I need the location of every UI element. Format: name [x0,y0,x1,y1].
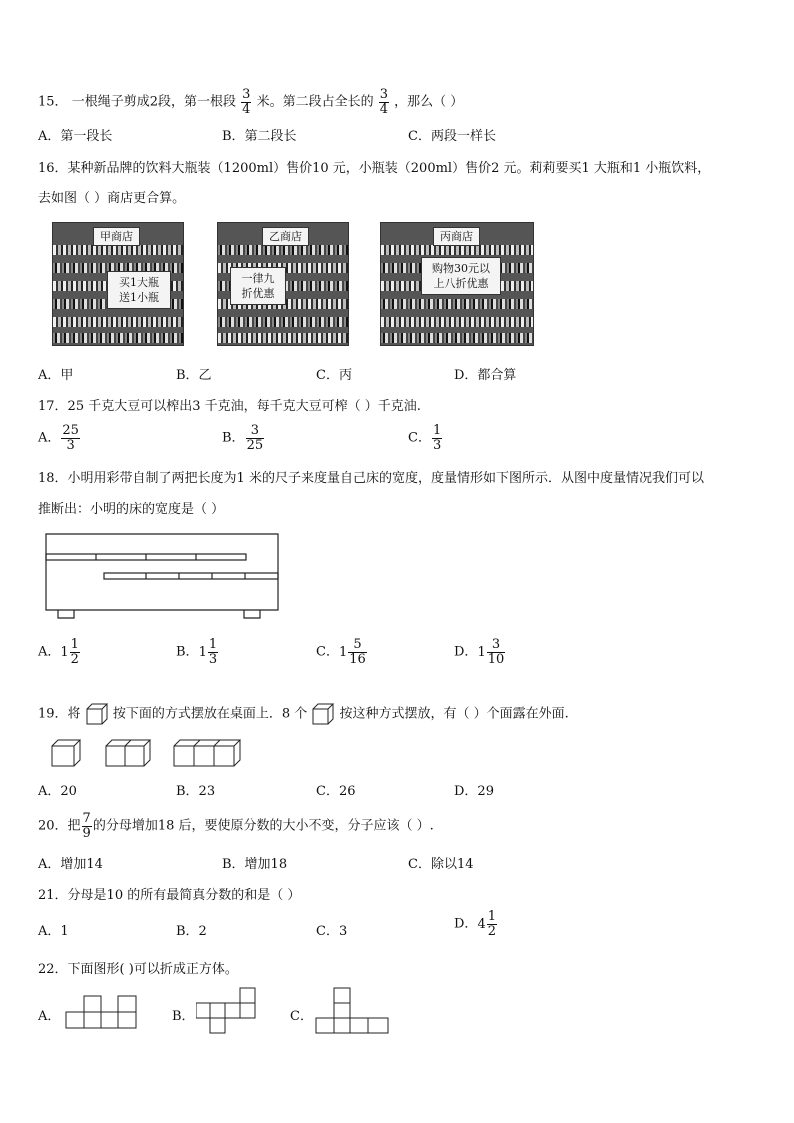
q20-number: 20．把 [38,818,81,834]
q20-text: 的分母增加18 后，要使原分数的大小不变，分子应该（ ）. [92,818,434,834]
q21-text: 21．分母是10 的所有最简真分数的和是（ ） [38,888,301,903]
q18-line1: 18．小明用彩带自制了两把长度为1 米的尺子来度量自己床的宽度，度量情形如下图所示．从图中度量情况我们可以 [38,471,704,486]
q15-option-a[interactable]: A．第一段长 [38,129,113,144]
q17-option-a-label: A． [38,430,61,446]
q22-net-a[interactable] [64,994,140,1030]
q19-text-b: 按这种方式摆放，有（ ）个面露在外面. [339,706,569,722]
q22-option-b-label[interactable]: B． [172,1009,195,1024]
question-19 [38,702,569,726]
q16-option-c[interactable]: C．丙 [316,368,352,383]
q16-option-d[interactable]: D．都合算 [454,368,517,383]
q16-option-a[interactable]: A．甲 [38,368,74,383]
q19-text-a: 按下面的方式摆放在桌面上．8 个 [112,706,308,722]
q20-fraction: $\frac{7}{9}$ [82,811,91,841]
q22-text: 22．下面图形( )可以折成正方体。 [38,962,238,977]
shop-bing-name: 丙商店 [433,227,480,246]
cube-stacks-figure [50,738,250,768]
q18-option-d-whole: 1 [477,644,486,660]
q17-option-c-label: C． [408,430,431,446]
q19-option-c[interactable]: C．26 [316,784,356,799]
q18-option-b-label: B． [176,644,199,660]
shop-yi-name: 乙商店 [262,227,309,246]
q19-option-d[interactable]: D．29 [454,784,494,799]
q16-line1: 16．某种新品牌的饮料大瓶装（1200ml）售价10 元，小瓶装（200ml）售价2 元。莉莉要买1 大瓶和1 小瓶饮料， [38,161,711,176]
q18-option-c-label: C． [316,644,339,660]
q18-option-d-label: D． [454,644,478,660]
q17-option-c[interactable] [408,424,443,452]
q15-text-e: ，那么（ ） [394,94,464,110]
shop-bing-sign: 购物30元以 上八折优惠 [421,257,501,295]
q18-option-d-fraction: $\frac{3}{10}$ [487,637,505,667]
q15-text: 一根绳子剪成 [71,94,150,110]
q15-option-b[interactable]: B．第二段长 [222,129,297,144]
q22-net-c[interactable] [314,986,390,1036]
q21-option-a[interactable]: A．1 [38,924,69,939]
q17-option-b-label: B． [222,430,245,446]
q18-option-c[interactable] [316,638,368,666]
q18-option-a-fraction: $\frac{1}{2}$ [70,637,79,667]
q22-option-a-label[interactable]: A． [38,1009,61,1024]
q21-option-d-label: D． [454,916,478,932]
shop-yi-photo [217,222,349,346]
q15-fraction-2: $\frac{3}{4}$ [379,87,388,117]
q16-line2: 去如图（ ）商店更合算。 [38,191,186,206]
q21-option-c[interactable]: C．3 [316,924,348,939]
q15-text-c: 段，第一根段 [157,94,236,110]
q18-option-a-whole: 1 [60,644,69,660]
q17-option-a-fraction: $\frac{25}{3}$ [62,423,79,453]
q22-option-c-label[interactable]: C． [290,1009,313,1024]
shop-jia-name: 甲商店 [93,227,140,246]
q21-option-d-whole: 4 [477,916,486,932]
q16-option-b[interactable]: B．乙 [176,368,212,383]
q18-line2: 推断出：小明的床的宽度是（ ） [38,502,225,517]
shop-jia-sign: 买1大瓶 送1小瓶 [107,271,171,309]
q21-option-d[interactable] [454,910,498,938]
q20-option-b[interactable]: B．增加18 [222,857,288,872]
q17-option-b-fraction: $\frac{3}{25}$ [246,423,264,453]
q18-option-a[interactable] [38,638,81,666]
q18-option-c-whole: 1 [338,644,348,660]
q21-option-d-fraction: $\frac{1}{2}$ [487,909,496,939]
q15-option-c[interactable]: C．两段一样长 [408,129,496,144]
q19-number: 19．将 [38,706,81,722]
q17-option-c-fraction: $\frac{1}{3}$ [432,423,442,453]
q21-option-b[interactable]: B．2 [176,924,207,939]
q17-option-a[interactable] [38,424,81,452]
shop-yi-sign: 一律九 折优惠 [230,267,286,305]
q18-option-b-fraction: $\frac{1}{3}$ [208,637,218,667]
q17-text: 17．25 千克大豆可以榨出3 千克油，每千克大豆可榨（ ）千克油. [38,399,421,414]
question-20 [38,812,434,840]
q20-option-c[interactable]: C．除以14 [408,857,474,872]
q22-net-b[interactable] [196,986,258,1036]
cube-icon [85,702,109,726]
shop-bing-photo [380,222,534,346]
q19-option-a[interactable]: A．20 [38,784,77,799]
cube-icon [311,702,335,726]
q19-option-b[interactable]: B．23 [176,784,216,799]
q18-option-d[interactable] [454,638,506,666]
q18-option-a-label: A． [38,644,61,660]
q15-number: 15． [38,94,68,110]
q18-option-c-fraction: $\frac{5}{16}$ [349,637,366,667]
q15-text-b: 2 [149,94,158,110]
q15-text-d: 米。第二段占全长的 [256,94,374,110]
q18-option-b-whole: 1 [198,644,207,660]
question-15 [38,88,463,116]
shop-jia-photo [52,222,184,346]
q20-option-a[interactable]: A．增加14 [38,857,103,872]
bed-ruler-diagram [40,530,285,626]
q17-option-b[interactable] [222,424,265,452]
q18-option-b[interactable] [176,638,219,666]
q15-fraction-1: $\frac{3}{4}$ [242,87,251,117]
